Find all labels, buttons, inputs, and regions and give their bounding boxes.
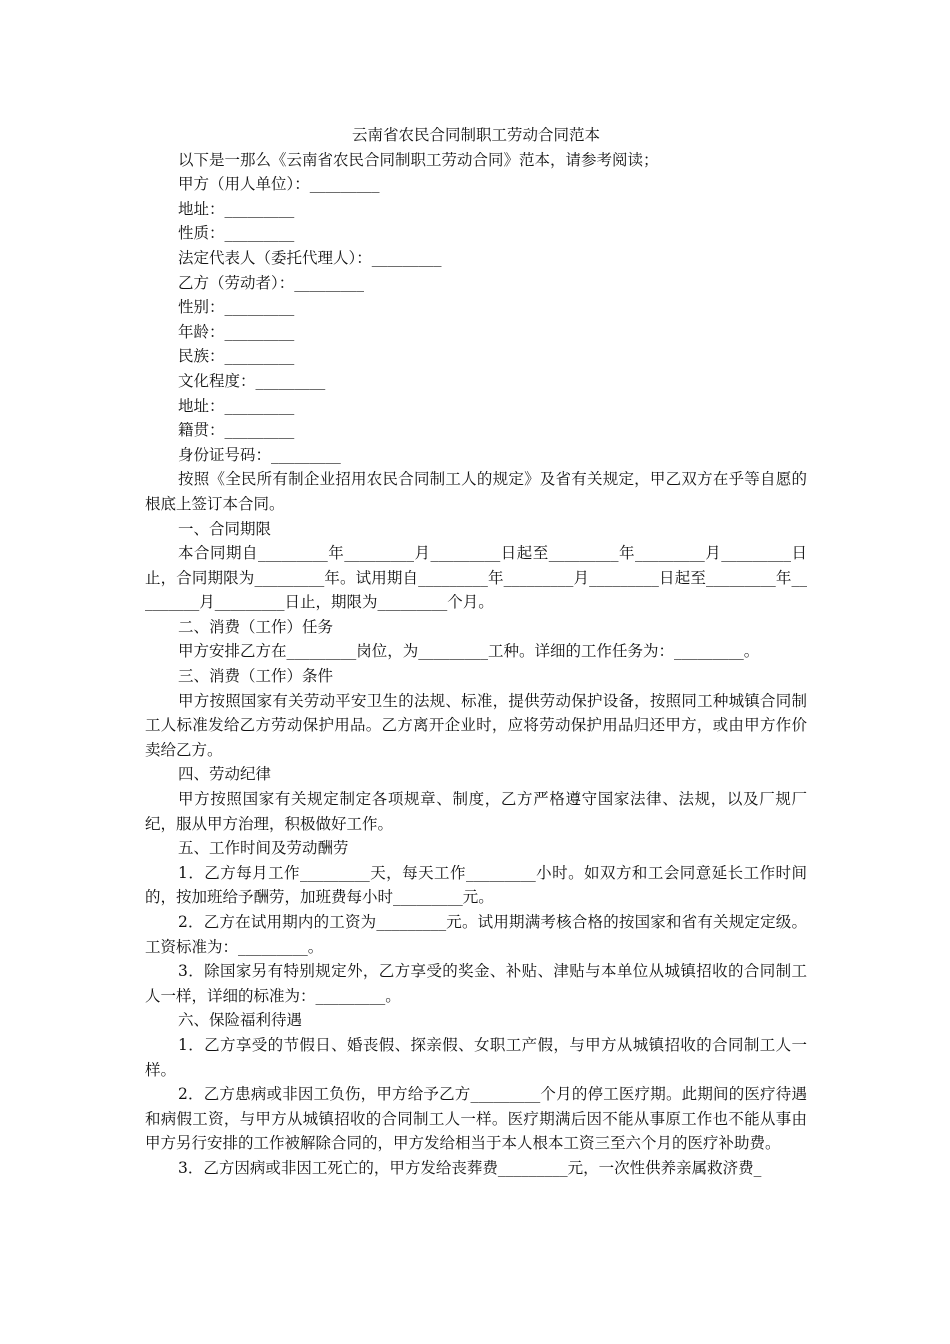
section-heading-discipline: 四、劳动纪律	[178, 765, 272, 784]
party-b-address-field: 地址：_________	[178, 396, 295, 415]
age-field: 年龄：_________	[178, 322, 295, 341]
preamble-paragraph: 按照《全民所有制企业招用农民合同制工人的规定》及省有关规定，甲乙双方在乎等自愿的根底上签订本合同。	[145, 470, 807, 513]
section-heading-tasks: 二、消费（工作）任务	[178, 617, 334, 636]
native-place-field: 籍贯：_________	[178, 421, 295, 440]
party-a-nature-field: 性质：_________	[178, 224, 295, 243]
section-heading-conditions: 三、消费（工作）条件	[178, 667, 334, 686]
discipline-paragraph: 甲方按照国家有关规定制定各项规章、制度，乙方严格遵守国家法律、法规，以及厂规厂纪，服从甲方治理，积极做好工作。	[145, 790, 807, 833]
section-heading-hours-pay: 五、工作时间及劳动酬劳	[178, 839, 349, 858]
party-a-field: 甲方（用人单位）：_________	[178, 175, 380, 194]
term-paragraph: 本合同期自_________年_________月_________日起至_________年_________月_________日止，合同期限为_________年。试用期自_________年_________月_________日起至_________年_________月_________日止，期限为_________个月。	[145, 544, 807, 612]
section-heading-insurance: 六、保险福利待遇	[178, 1011, 303, 1030]
insurance-item-2: 2．乙方患病或非因工负伤，甲方给予乙方_________个月的停工医疗期。此期间的医疗待遇和病假工资，与甲方从城镇招收的合同制工人一样。医疗期满后因不能从事原工作也不能从事由甲方另行安排的工作被解除合同的，甲方发给相当于本人根本工资三至六个月的医疗补助费。	[145, 1085, 807, 1153]
conditions-paragraph: 甲方按照国家有关劳动平安卫生的法规、标准，提供劳动保护设备，按照同工种城镇合同制工人标准发给乙方劳动保护用品。乙方离开企业时，应将劳动保护用品归还甲方，或由甲方作价卖给乙方。	[145, 691, 807, 759]
gender-field: 性别：_________	[178, 298, 295, 317]
education-field: 文化程度：_________	[178, 371, 326, 390]
document-page	[145, 123, 807, 1181]
legal-representative-field: 法定代表人（委托代理人）：_________	[178, 248, 442, 267]
tasks-paragraph: 甲方安排乙方在_________岗位，为_________工种。详细的工作任务为：_________。	[178, 642, 760, 661]
id-number-field: 身份证号码：_________	[178, 445, 341, 464]
insurance-item-1: 1．乙方享受的节假日、婚丧假、探亲假、女职工产假，与甲方从城镇招收的合同制工人一样。	[145, 1035, 807, 1079]
hours-pay-item-2: 2．乙方在试用期内的工资为_________元。试用期满考核合格的按国家和省有关规定定级。工资标准为：_________。	[145, 913, 807, 956]
section-heading-term: 一、合同期限	[178, 519, 272, 538]
insurance-item-3: 3．乙方因病或非因工死亡的，甲方发给丧葬费_________元，一次性供养亲属救济费_	[178, 1158, 762, 1177]
hours-pay-item-1: 1．乙方每月工作_________天，每天工作_________小时。如双方和工会同意延长工作时间的，按加班给予酬劳，加班费每小时_________元。	[145, 863, 807, 907]
party-a-address-field: 地址：_________	[178, 199, 295, 218]
intro-paragraph: 以下是一那么《云南省农民合同制职工劳动合同》范本，请参考阅读；	[178, 150, 659, 169]
hours-pay-item-3: 3．除国家另有特别规定外，乙方享受的奖金、补贴、津贴与本单位从城镇招收的合同制工人一样，详细的标准为：_________。	[145, 962, 807, 1005]
document-title: 云南省农民合同制职工劳动合同范本	[351, 126, 600, 144]
party-b-field: 乙方（劳动者）：_________	[178, 273, 365, 292]
ethnicity-field: 民族：_________	[178, 347, 295, 366]
